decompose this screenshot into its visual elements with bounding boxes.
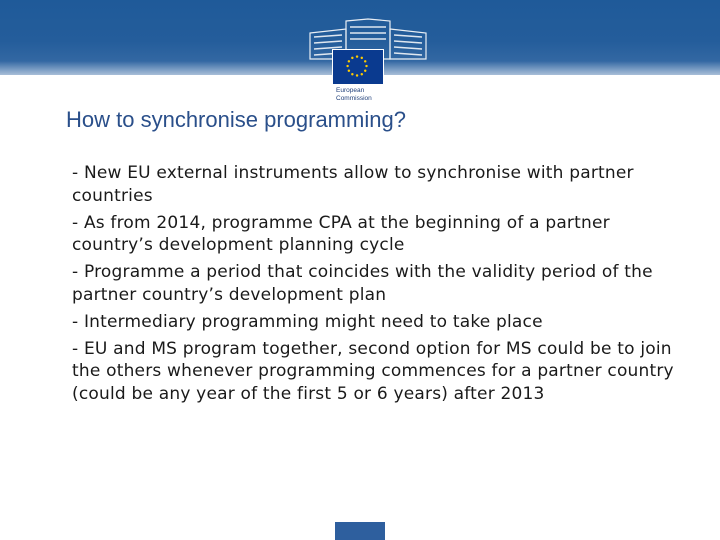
bullet-item: - Intermediary programming might need to take place bbox=[72, 311, 543, 332]
bullet-item: - New EU external instruments allow to synchronise with partner countries bbox=[72, 163, 634, 206]
slide-title: How to synchronise programming? bbox=[66, 107, 406, 132]
bullet-item: - EU and MS program together, second option for MS could be to join the others whenever programming commences for a partner country (could be any year of the first 5 or 6 years) after 2013 bbox=[72, 338, 674, 404]
bullet-item: - Programme a period that coincides with the validity period of the partner country’s development plan bbox=[72, 262, 653, 305]
flag-star-icon bbox=[361, 73, 363, 75]
flag-star-icon bbox=[364, 60, 366, 62]
eu-flag-icon bbox=[332, 49, 384, 85]
bullet-item: - As from 2014, programme CPA at the beginning of a partner country’s development planning cycle bbox=[72, 212, 610, 255]
bullet-list bbox=[72, 162, 684, 410]
logo-wordmark bbox=[336, 87, 416, 102]
logo-line-2: Commission bbox=[336, 94, 372, 102]
footer-tab bbox=[335, 522, 385, 540]
flag-star-icon bbox=[348, 70, 350, 72]
flag-star-icon bbox=[348, 60, 350, 62]
flag-star-icon bbox=[346, 65, 348, 67]
flag-star-icon bbox=[364, 70, 366, 72]
flag-star-icon bbox=[356, 55, 358, 57]
flag-star-icon bbox=[351, 73, 353, 75]
flag-star-icon bbox=[361, 57, 363, 59]
flag-star-icon bbox=[351, 57, 353, 59]
flag-star-icon bbox=[356, 74, 358, 76]
flag-star-icon bbox=[365, 65, 367, 67]
commission-logo bbox=[306, 15, 430, 102]
logo-line-1: European bbox=[336, 87, 365, 94]
